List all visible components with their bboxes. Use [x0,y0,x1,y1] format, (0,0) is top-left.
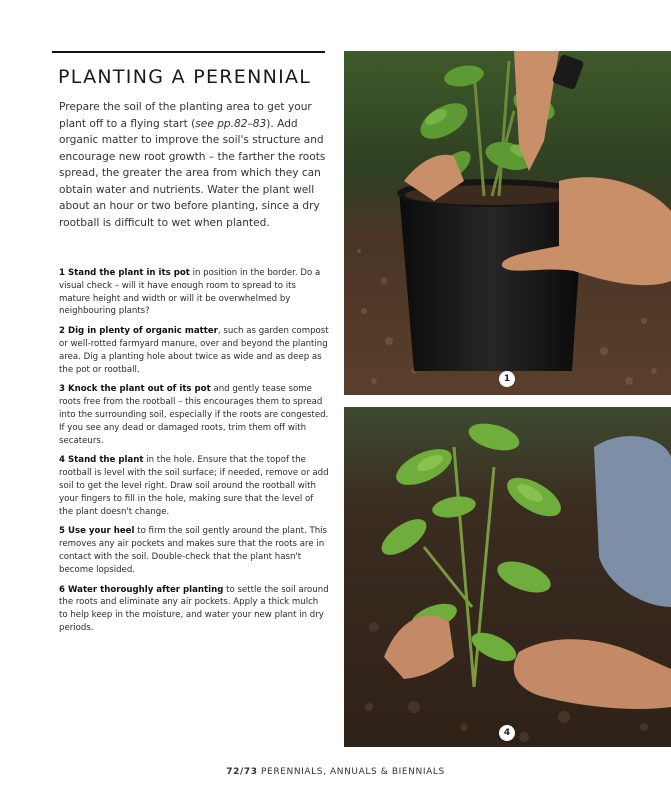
step-6 [59,584,329,635]
section-name: PERENNIALS, ANNUALS & BIENNIALS [261,767,445,777]
step-text: to firm the soil gently around the plant. This removes any air pockets and makes sure that the roots are in contact with the soil. Double-check that the plant hasn't become lopsided. [59,526,328,575]
step-text: in position in the border. Do a visual check – will it have enough room to spread to its mature height and width or will it be overwhelmed by neighbouring plants? [59,268,321,317]
photo-potted-plant [344,51,671,395]
photo-number-badge: 4 [499,725,515,741]
step-lead: 6 Water thoroughly after planting [59,584,224,595]
intro-text-2: ). Add organic matter to improve the soil's structure and encourage new root growth – the farther the roots spread, the greater the area from which they can obtain water and nutrients. Water the plant well about an hour or two before planting, since a dry rootball is difficult to wet when planted. [59,117,326,229]
step-text: to settle the soil around the roots and eliminate any air pockets. Apply a thick mulch to help keep in the moisture, and water your new plant in dry periods. [59,584,329,633]
step-text: in the hole. Ensure that the topof the rootball is level with the soil surface; if needed, remove or add soil to get the level right. Draw soil around the rootball with your fingers to fill in the hole, making sure that the level of the plant doesn't change. [59,455,329,517]
steps-list [59,267,329,642]
page-title: PLANTING A PERENNIAL [58,66,312,88]
step-3 [59,383,329,447]
step-lead: 4 Stand the plant [59,455,144,466]
intro-text-1: Prepare the soil of the planting area to get your plant off to a flying start ( [59,101,312,130]
page-reference: see pp.82–83 [195,117,267,130]
page-footer [0,767,671,777]
step-2 [59,325,329,376]
page-numbers: 72/73 [226,767,258,777]
intro-paragraph [59,99,327,231]
step-lead: 5 Use your heel [59,526,135,537]
step-lead: 3 Knock the plant out of its pot [59,384,211,395]
top-rule [52,51,325,53]
step-1 [59,267,329,318]
step-lead: 2 Dig in plenty of organic matter [59,326,218,337]
step-4 [59,454,329,518]
step-lead: 1 Stand the plant in its pot [59,268,190,278]
step-text: , such as garden compost or well-rotted farmyard manure, over and beyond the planting area. Dig a planting hole about twice as wide and as deep as the pot or rootball. [59,326,329,375]
step-5 [59,525,329,576]
step-text: and gently tease some roots free from the rootball – this encourages them to spread into the surrounding soil, especially if the roots are congested. If you see any dead or damaged roots, trim them off with secateurs. [59,384,329,446]
photo-planting-in-soil [344,407,671,747]
photo-number-badge: 1 [499,371,515,387]
